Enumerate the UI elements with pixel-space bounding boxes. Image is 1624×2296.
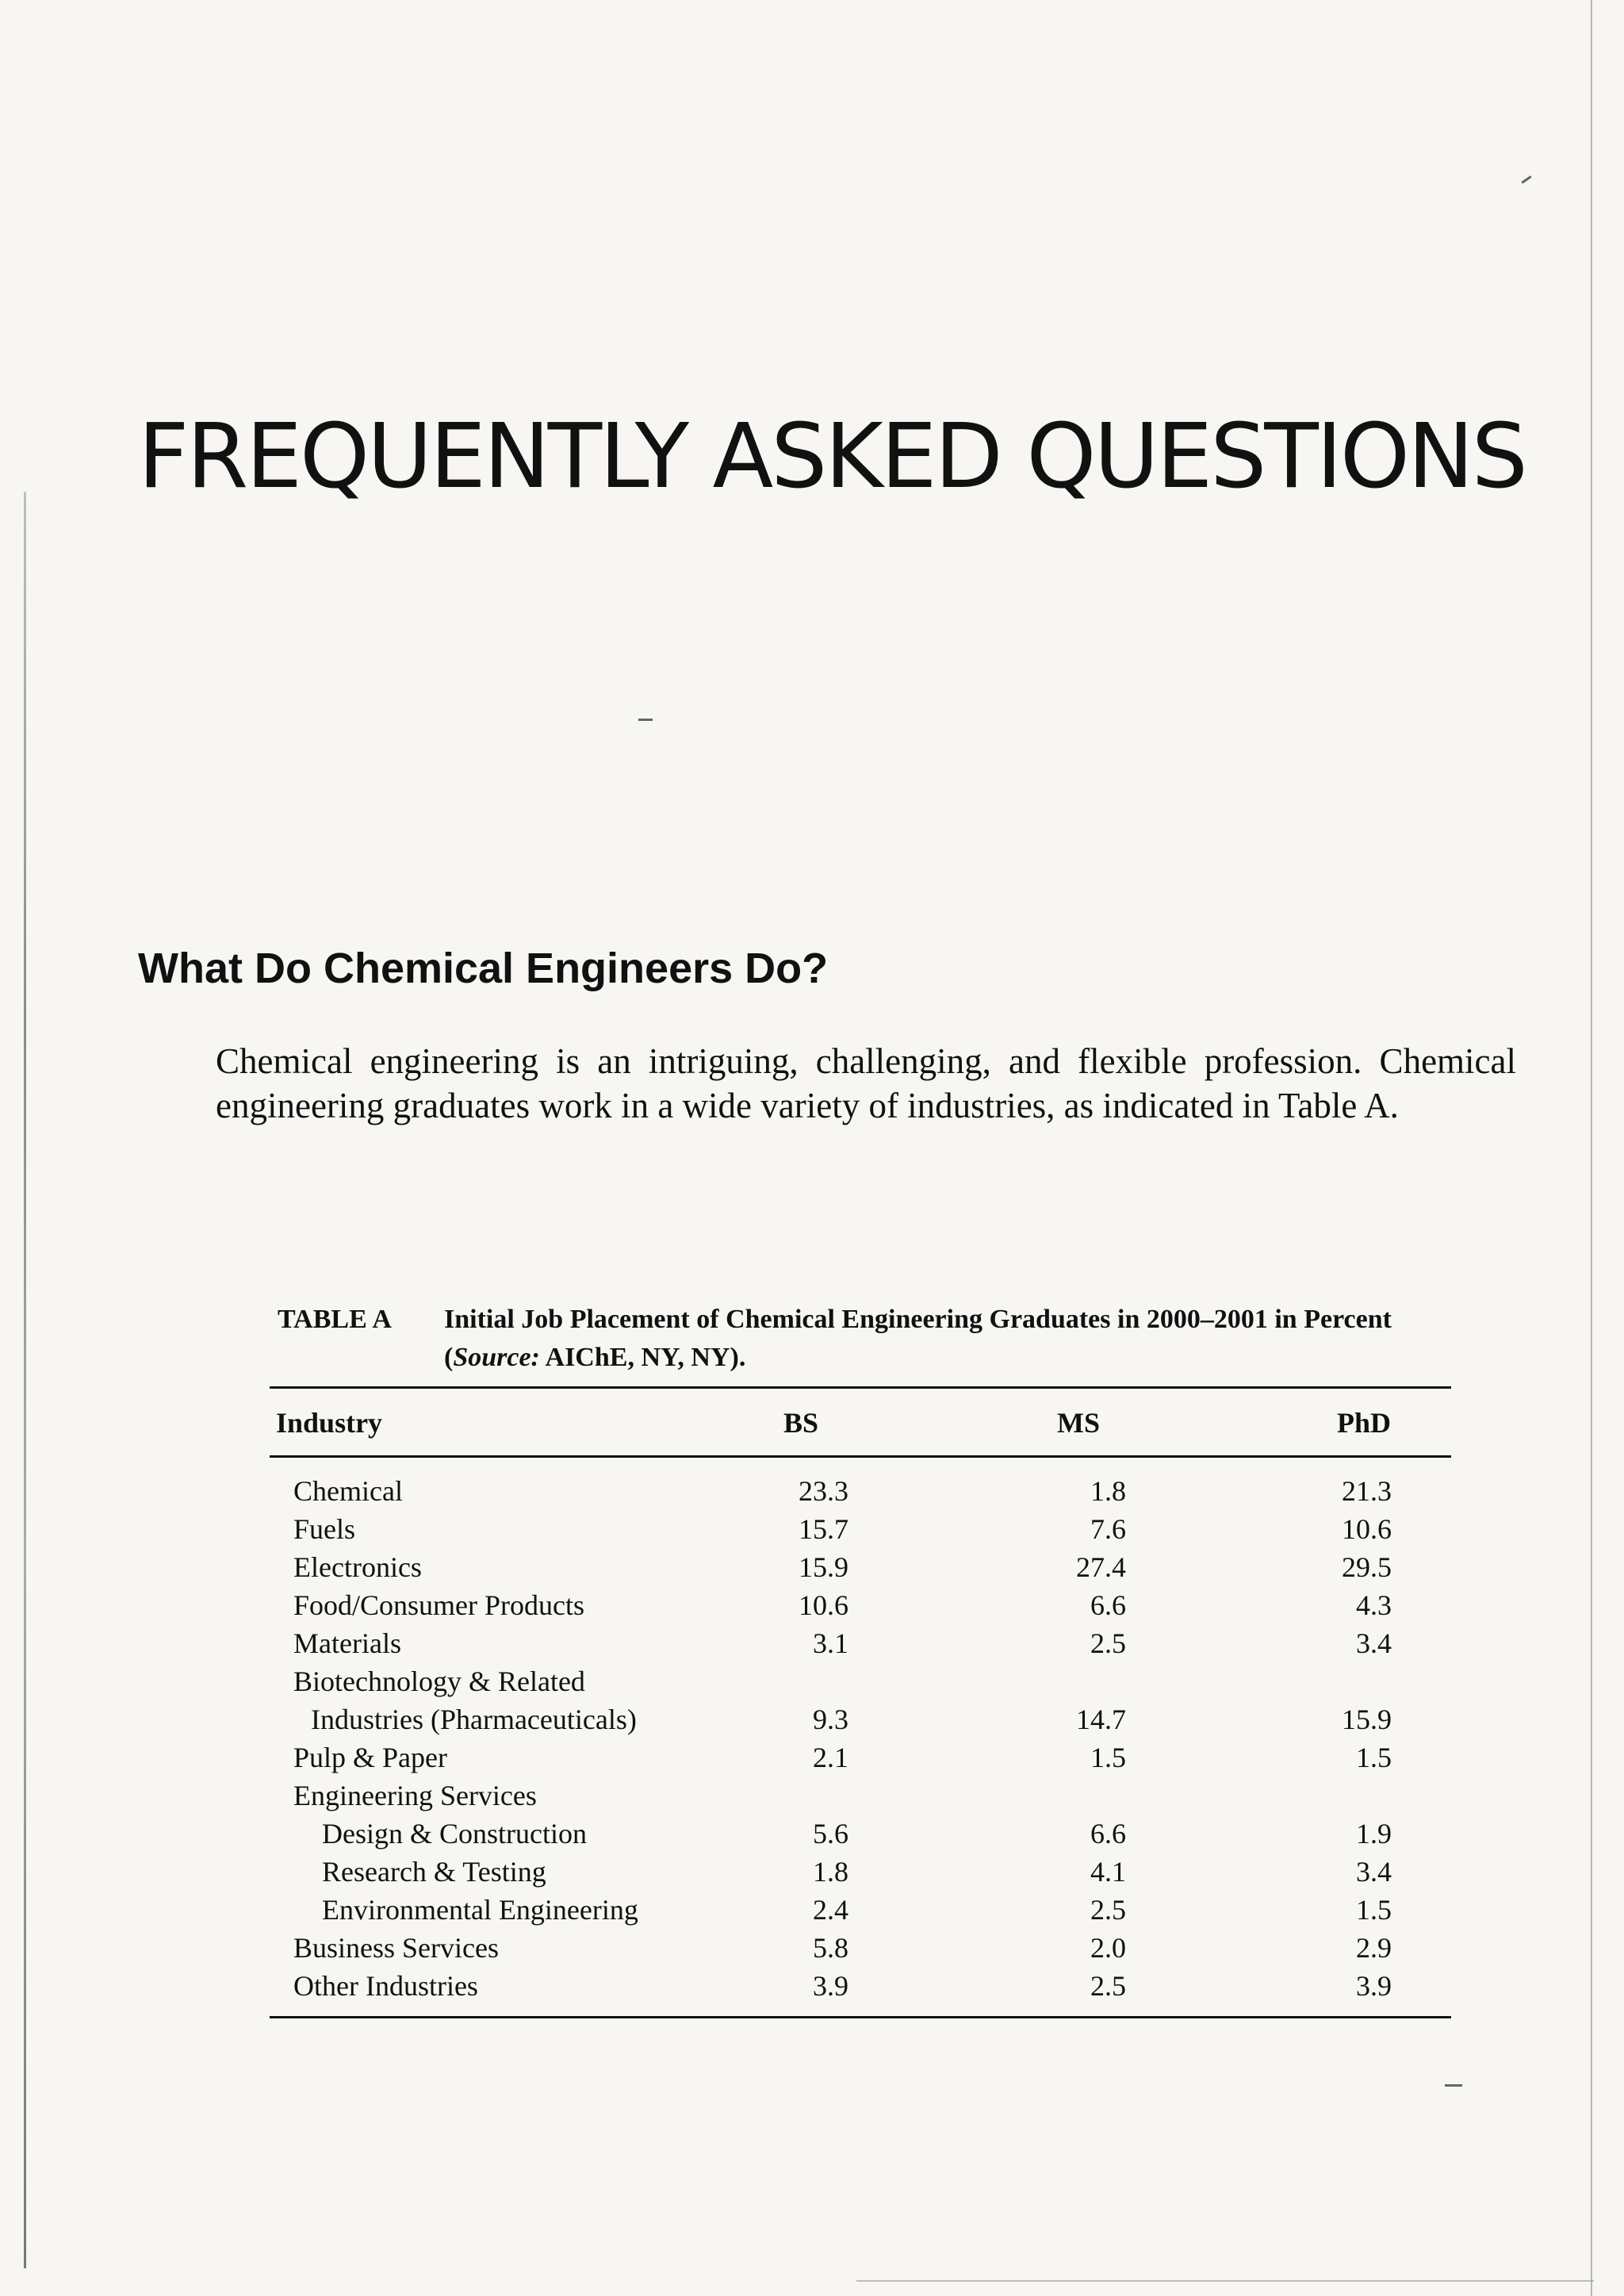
- table-row: [270, 1891, 1451, 1929]
- ms-cell: 4.1: [1090, 1856, 1126, 1888]
- ms-cell: 2.5: [1090, 1627, 1126, 1659]
- industry-cell: Design & Construction: [322, 1818, 587, 1849]
- bs-cell: 2.4: [813, 1894, 848, 1926]
- section-heading: What Do Chemical Engineers Do?: [138, 945, 829, 992]
- ms-cell: 7.6: [1090, 1513, 1126, 1545]
- table-header-rule: [270, 1455, 1451, 1458]
- bs-cell: 2.1: [813, 1742, 848, 1773]
- phd-cell: 1.9: [1356, 1818, 1392, 1849]
- industry-cell: Pulp & Paper: [293, 1742, 447, 1773]
- ms-cell: 6.6: [1090, 1818, 1126, 1849]
- column-header-industry: Industry: [276, 1407, 383, 1439]
- industry-cell: Business Services: [293, 1932, 499, 1964]
- phd-cell: 29.5: [1342, 1551, 1392, 1583]
- industry-cell: Fuels: [293, 1513, 356, 1545]
- table-caption-text: [444, 1301, 1451, 1377]
- bs-cell: 9.3: [813, 1704, 848, 1735]
- industry-cell: Food/Consumer Products: [293, 1589, 585, 1621]
- ms-cell: 1.8: [1090, 1475, 1126, 1507]
- table-row: [270, 1967, 1451, 2005]
- ms-cell: 1.5: [1090, 1742, 1126, 1773]
- bs-cell: 15.7: [799, 1513, 848, 1545]
- ms-cell: 27.4: [1076, 1551, 1126, 1583]
- table-row: [270, 1586, 1451, 1624]
- table-row: [270, 1738, 1451, 1777]
- scan-speck: [1521, 175, 1531, 183]
- industry-cell: Electronics: [293, 1551, 422, 1583]
- phd-cell: 4.3: [1356, 1589, 1392, 1621]
- table-row: [270, 1548, 1451, 1586]
- ms-cell: 2.5: [1090, 1894, 1126, 1926]
- scan-speck: [1445, 2084, 1462, 2087]
- bs-cell: 5.8: [813, 1932, 848, 1964]
- table-row: [270, 1853, 1451, 1891]
- industry-cell: Environmental Engineering: [322, 1894, 638, 1926]
- industry-cell: Engineering Services: [293, 1780, 537, 1811]
- bs-cell: 1.8: [813, 1856, 848, 1888]
- scan-right-edge: [1591, 0, 1592, 2296]
- ms-cell: 2.5: [1090, 1970, 1126, 2002]
- table-body: [270, 1472, 1451, 2005]
- phd-cell: 1.5: [1356, 1894, 1392, 1926]
- industry-cell: Materials: [293, 1627, 401, 1659]
- table-row: [270, 1815, 1451, 1853]
- industry-cell: Chemical: [293, 1475, 403, 1507]
- body-paragraph: Chemical engineering is an intriguing, challenging, and flexible profession. Chemical engineering graduates work in a wide variety of industries, as indicated in Table A.: [216, 1041, 1516, 1125]
- industry-cell: Other Industries: [293, 1970, 478, 2002]
- column-header-bs: BS: [783, 1407, 819, 1439]
- table-caption-source-value: AIChE, NY, NY).: [539, 1343, 746, 1372]
- bs-cell: 3.9: [813, 1970, 848, 2002]
- ms-cell: 2.0: [1090, 1932, 1126, 1964]
- table-label: TABLE A: [278, 1305, 392, 1334]
- scan-speck: [638, 719, 653, 721]
- table-row: [270, 1929, 1451, 1967]
- column-header-phd: PhD: [1336, 1407, 1391, 1439]
- table-row: [270, 1510, 1451, 1548]
- phd-cell: 2.9: [1356, 1932, 1392, 1964]
- ms-cell: 14.7: [1076, 1704, 1126, 1735]
- phd-cell: 3.4: [1356, 1627, 1392, 1659]
- table-row: [270, 1662, 1451, 1700]
- scan-bottom-edge: [856, 2280, 1594, 2282]
- bs-cell: 3.1: [813, 1627, 848, 1659]
- industry-cell: Research & Testing: [322, 1856, 546, 1888]
- phd-cell: 1.5: [1356, 1742, 1392, 1773]
- scan-binding-edge: [24, 492, 26, 2268]
- table-bottom-rule: [270, 2016, 1451, 2018]
- phd-cell: 10.6: [1342, 1513, 1392, 1545]
- industry-cell: Industries (Pharmaceuticals): [311, 1704, 637, 1735]
- table-row: [270, 1777, 1451, 1815]
- table-row: [270, 1472, 1451, 1510]
- bs-cell: 10.6: [799, 1589, 848, 1621]
- phd-cell: 3.4: [1356, 1856, 1392, 1888]
- phd-cell: 21.3: [1342, 1475, 1392, 1507]
- phd-cell: 15.9: [1342, 1704, 1392, 1735]
- table-row: [270, 1624, 1451, 1662]
- phd-cell: 3.9: [1356, 1970, 1392, 2002]
- bs-cell: 5.6: [813, 1818, 848, 1849]
- column-header-ms: MS: [1057, 1407, 1100, 1439]
- bs-cell: 23.3: [799, 1475, 848, 1507]
- table-caption-main: Initial Job Placement of Chemical Engineering Graduates in 2000–2001 in Percent (: [444, 1305, 1392, 1372]
- chapter-title: FREQUENTLY ASKED QUESTIONS: [138, 405, 1526, 508]
- bs-cell: 15.9: [799, 1551, 848, 1583]
- table-row: [270, 1700, 1451, 1738]
- ms-cell: 6.6: [1090, 1589, 1126, 1621]
- industry-cell: Biotechnology & Related: [293, 1665, 585, 1697]
- table-top-rule: [270, 1386, 1451, 1389]
- table-caption-source-label: Source:: [453, 1343, 540, 1372]
